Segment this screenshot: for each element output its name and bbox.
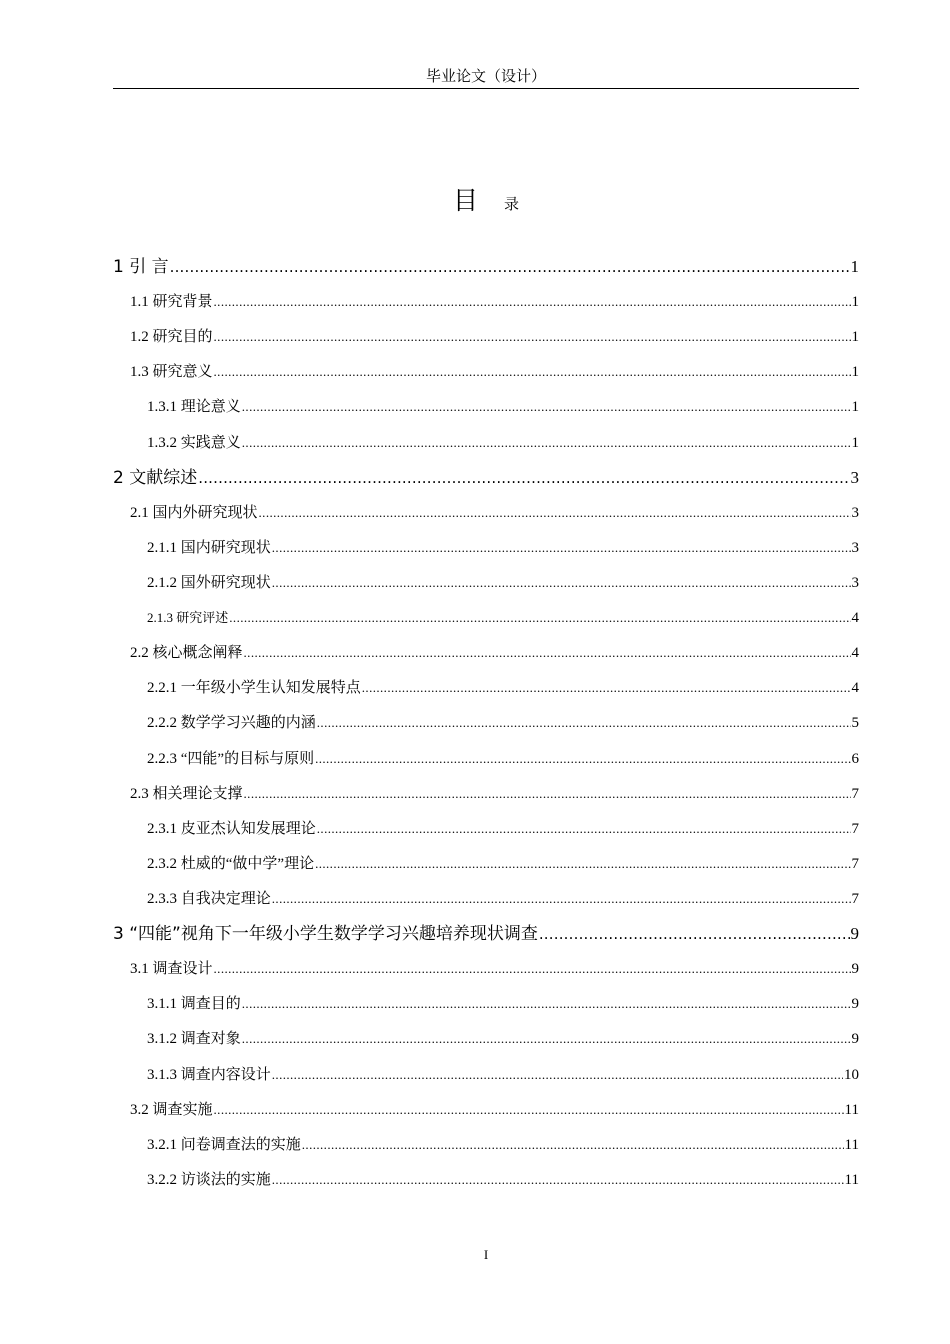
toc-entry[interactable] xyxy=(113,425,859,460)
toc-entry-label: 2.2 核心概念阐释 xyxy=(130,645,243,662)
toc-entry-label: 3.1 调查设计 xyxy=(130,961,213,978)
dot-leader xyxy=(315,846,850,881)
toc-entry[interactable] xyxy=(113,776,859,811)
toc-entry[interactable] xyxy=(113,741,859,776)
toc-entry[interactable] xyxy=(113,460,859,495)
toc-entry-page: 11 xyxy=(844,1101,859,1118)
toc-entry[interactable] xyxy=(113,705,859,740)
dot-leader xyxy=(317,811,851,846)
page-header-title: 毕业论文（设计） xyxy=(425,69,546,85)
toc-entry[interactable] xyxy=(113,670,859,705)
toc-entry[interactable] xyxy=(113,249,859,284)
toc-entry-label: 2.2.1 一年级小学生认知发展特点 xyxy=(147,680,361,697)
toc-entry-label: 2.1.3 研究评述 xyxy=(147,610,229,626)
toc-entry-page: 7 xyxy=(851,785,859,802)
toc-entry-label: 2.1.2 国外研究现状 xyxy=(147,574,271,591)
toc-entry-page: 11 xyxy=(844,1136,859,1153)
toc-heading xyxy=(113,184,859,222)
toc-entry[interactable] xyxy=(113,1057,859,1092)
dot-leader xyxy=(244,635,851,670)
dot-leader xyxy=(214,284,851,319)
toc-entry-label: 2.3 相关理论支撑 xyxy=(130,785,243,802)
dot-leader xyxy=(214,319,851,354)
dot-leader xyxy=(302,1127,844,1162)
toc-entry-label: 2.3.1 皮亚杰认知发展理论 xyxy=(147,820,316,837)
dot-leader xyxy=(229,600,850,635)
dot-leader xyxy=(362,670,851,705)
toc-entry-page: 9 xyxy=(851,996,859,1013)
toc-entry-page: 1 xyxy=(851,294,859,311)
toc-entry-label: 1.2 研究目的 xyxy=(130,329,213,346)
toc-entry[interactable] xyxy=(113,635,859,670)
toc-entry-label: 3.1.1 调查目的 xyxy=(147,996,241,1013)
dot-leader xyxy=(214,354,851,389)
toc-entry[interactable] xyxy=(113,284,859,319)
toc-entry-page: 7 xyxy=(851,820,859,837)
dot-leader xyxy=(214,951,851,986)
toc-entry-page: 1 xyxy=(850,257,859,276)
toc-entry[interactable] xyxy=(113,354,859,389)
toc-entry-label: 2.2.2 数学学习兴趣的内涵 xyxy=(147,715,316,732)
toc-entry-label: 2.1.1 国内研究现状 xyxy=(147,539,271,556)
toc-entry-page: 3 xyxy=(850,467,859,487)
toc-entry[interactable] xyxy=(113,319,859,354)
toc-entry-label: 2 文献综述 xyxy=(113,467,198,488)
dot-leader xyxy=(242,986,851,1021)
dot-leader xyxy=(214,1092,844,1127)
dot-leader xyxy=(170,250,850,284)
toc-entry-page: 7 xyxy=(851,855,859,872)
toc-entry-label: 3.1.2 调查对象 xyxy=(147,1031,241,1048)
toc-entry[interactable] xyxy=(113,986,859,1021)
dot-leader xyxy=(242,1021,851,1056)
toc-entry[interactable] xyxy=(113,495,859,530)
toc-entry-page: 3 xyxy=(851,574,859,591)
toc-entry-page: 11 xyxy=(844,1171,859,1188)
toc-entry[interactable] xyxy=(113,951,859,986)
toc-entry-page: 10 xyxy=(844,1066,859,1083)
dot-leader xyxy=(272,530,851,565)
toc-entry-page: 1 xyxy=(851,434,859,451)
dot-leader xyxy=(242,425,851,460)
toc-entry-label: 1.3.2 实践意义 xyxy=(147,434,241,451)
dot-leader xyxy=(198,461,849,495)
toc-entry-label: 2.3.2 杜威的“做中学”理论 xyxy=(147,855,315,872)
toc-entry-label: 1.1 研究背景 xyxy=(130,294,213,311)
toc-entry-label: 2.3.3 自我决定理论 xyxy=(147,890,271,907)
toc-entry[interactable] xyxy=(113,600,859,635)
toc-entry[interactable] xyxy=(113,565,859,600)
dot-leader xyxy=(272,565,851,600)
toc-entry-label: 2.1 国内外研究现状 xyxy=(130,504,258,521)
toc-entry[interactable] xyxy=(113,1092,859,1127)
dot-leader xyxy=(259,495,851,530)
toc-entry[interactable] xyxy=(113,389,859,424)
dot-leader xyxy=(272,1057,843,1092)
toc-entry[interactable] xyxy=(113,530,859,565)
toc-entry-page: 9 xyxy=(851,961,859,978)
toc-entry-page: 1 xyxy=(851,364,859,381)
toc-heading-main: 目 xyxy=(452,186,478,215)
dot-leader xyxy=(244,776,851,811)
toc-entry-page: 9 xyxy=(850,924,859,944)
toc-entry-label: 3 “四能”视角下一年级小学生数学学习兴趣培养现状调查 xyxy=(113,924,538,945)
page-number-footer: I xyxy=(483,1247,489,1262)
toc-entry[interactable] xyxy=(113,1021,859,1056)
table-of-contents xyxy=(113,249,859,1197)
toc-entry[interactable] xyxy=(113,811,859,846)
toc-entry-page: 1 xyxy=(851,329,859,346)
toc-entry-page: 7 xyxy=(851,890,859,907)
header-rule xyxy=(113,88,859,89)
dot-leader xyxy=(242,389,851,424)
toc-entry-label: 1.3 研究意义 xyxy=(130,364,213,381)
toc-entry[interactable] xyxy=(113,1162,859,1197)
toc-entry-page: 1 xyxy=(851,399,859,416)
toc-entry[interactable] xyxy=(113,916,859,951)
toc-entry-label: 1.3.1 理论意义 xyxy=(147,399,241,416)
toc-entry-label: 3.1.3 调查内容设计 xyxy=(147,1066,271,1083)
toc-entry-page: 4 xyxy=(851,610,859,627)
toc-entry-page: 3 xyxy=(851,504,859,521)
toc-heading-sub: 录 xyxy=(504,197,520,213)
toc-entry[interactable] xyxy=(113,881,859,916)
toc-entry-label: 3.2.1 问卷调查法的实施 xyxy=(147,1136,301,1153)
toc-entry-page: 3 xyxy=(851,539,859,556)
dot-leader xyxy=(272,881,851,916)
toc-entry[interactable] xyxy=(113,846,859,881)
toc-entry-label: 3.2 调查实施 xyxy=(130,1101,213,1118)
dot-leader xyxy=(315,741,850,776)
toc-entry-page: 4 xyxy=(851,645,859,662)
toc-entry-page: 4 xyxy=(851,680,859,697)
toc-entry[interactable] xyxy=(113,1127,859,1162)
toc-entry-page: 6 xyxy=(851,750,859,767)
toc-entry-page: 9 xyxy=(851,1031,859,1048)
toc-entry-label: 1 引 言 xyxy=(113,257,169,277)
dot-leader xyxy=(272,1162,844,1197)
dot-leader xyxy=(539,917,850,951)
toc-entry-label: 3.2.2 访谈法的实施 xyxy=(147,1171,271,1188)
toc-entry-page: 5 xyxy=(851,715,859,732)
toc-entry-label: 2.2.3 “四能”的目标与原则 xyxy=(147,750,315,767)
dot-leader xyxy=(317,705,851,740)
